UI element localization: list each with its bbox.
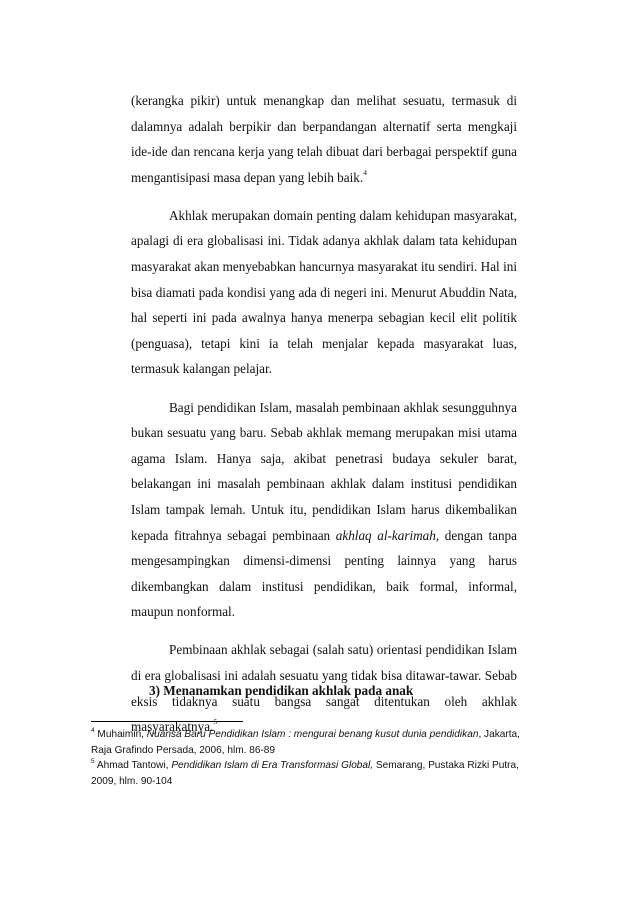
paragraph-1-text: (kerangka pikir) untuk menangkap dan melihat sesuatu, termasuk di dalamnya adalah berpikir dan berpandangan alternatif serta mengkaji ide-ide dan rencana kerja yang telah dibuat dari berbagai perspektif guna mengantisipasi masa depan yang lebih baik. bbox=[131, 93, 517, 185]
footnote-4 bbox=[91, 727, 531, 758]
footnote-author: Ahmad Tantowi, bbox=[94, 760, 172, 772]
paragraph-3-text-b: dengan tanpa mengesampingkan dimensi-dimensi penting lainnya yang harus dikembangkan dalam institusi pendidikan, baik formal, informal, maupun nonformal. bbox=[131, 527, 518, 620]
footnote-5 bbox=[91, 758, 531, 789]
footnote-publication: Semarang, Pustaka Rizki Putra, 2009, hlm. 90-104 bbox=[91, 760, 519, 787]
footnote-publication: , Jakarta, Raja Grafindo Persada, 2006, hlm. 86-89 bbox=[91, 729, 520, 756]
section-heading: 3) Menanamkan pendidikan akhlak pada anak bbox=[149, 683, 414, 698]
paragraph-2: Akhlak merupakan domain penting dalam kehidupan masyarakat, apalagi di era globalisasi ini. Tidak adanya akhlak dalam tata kehidupan masyarakat akan menyebabkan hancurnya masyarakat itu sendiri. Hal ini bisa diamati pada kondisi yang ada di negeri ini. Menurut Abuddin Nata, hal seperti ini pada awalnya hanya menerpa sebagian kecil elit politik (penguasa), tetapi kini ia telah menjalar kepada masyarakat luas, termasuk kalangan pelajar. bbox=[131, 207, 517, 377]
paragraph-1 bbox=[131, 88, 517, 190]
paragraph-4 bbox=[131, 637, 517, 714]
footnote-divider bbox=[91, 721, 243, 722]
footnote-ref-4: 4 bbox=[363, 167, 367, 177]
footnote-title: Nuansa Baru Pendidikan Islam : mengurai benang kusut dunia pendidikan bbox=[146, 729, 479, 740]
paragraph-3-italic-term: akhlaq al-karimah, bbox=[335, 527, 440, 543]
paragraph-4-text: Pembinaan akhlak sebagai (salah satu) orientasi pendidikan Islam di era globalisasi ini adalah sesuatu yang tidak bisa ditawar-tawar. Sebab eksis tidaknya suatu bangsa sangat ditentukan oleh akhlak bbox=[131, 642, 517, 709]
paragraph-3-text-a: Bagi pendidikan Islam, masalah pembinaan akhlak sesungguhnya bukan sesuatu yang baru. Sebab akhlak memang merupakan misi utama agama Islam. Hanya saja, akibat penetrasi budaya sekuler barat, belakangan ini masalah pembinaan akhlak dalam institusi pendidikan Islam tampak lemah. Untuk itu, pendidikan Islam harus dikembalikan kepada fitrahnya sebagai pembinaan bbox=[131, 399, 517, 543]
footnote-number: 4 bbox=[91, 727, 95, 734]
footnote-author: Muhaimin, bbox=[94, 729, 147, 740]
body-text bbox=[131, 88, 517, 740]
footnote-number: 5 bbox=[91, 758, 95, 766]
footnotes bbox=[91, 727, 531, 789]
paragraph-4-tail-text: masyarakatnya. bbox=[131, 719, 214, 735]
paragraph-3 bbox=[131, 395, 517, 625]
footnote-ref-5: 5 bbox=[213, 717, 218, 727]
footnote-title: Pendidikan Islam di Era Transformasi Global, bbox=[171, 760, 374, 772]
